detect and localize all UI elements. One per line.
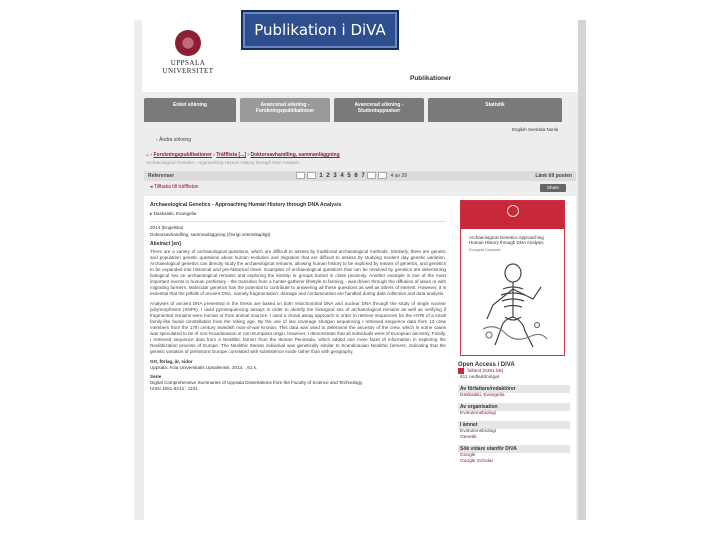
cover-author: Evangelia Daskalaki: [469, 248, 501, 252]
chevron-left-icon: ‹: [156, 137, 160, 143]
cover-title: Archaeological Genetics Approaching Human History through DNA Analysis: [469, 235, 544, 245]
record-link[interactable]: Länk till posten: [535, 173, 572, 179]
last-page-button[interactable]: [378, 172, 387, 179]
subject-heading: I ämnet: [458, 421, 570, 429]
record-type: Doktorsavhandling, sammanläggning (Övrigt vetenskapligt): [150, 232, 271, 237]
record-author: [150, 211, 446, 217]
organisation-link[interactable]: Evolutionsbiologi: [460, 411, 497, 417]
google-link[interactable]: Google: [460, 453, 476, 459]
pdf-icon: [458, 368, 464, 374]
slide-title: Publikation i DiVA: [241, 10, 399, 50]
home-icon[interactable]: ⌂: [146, 152, 150, 158]
search-outside-heading: Sök vidare utanför DiVA: [458, 445, 570, 453]
series-value: Digital Comprehensive Summaries of Uppsala Dissertations from the Faculty of Science and Technology,: [150, 380, 364, 385]
publisher-label: Ort, förlag, år, sidor: [150, 359, 193, 364]
record-year: 2014 (Engelska): [150, 225, 184, 230]
record-title: Archaeological Genetics - Approaching Human History through DNA Analysis: [150, 202, 342, 208]
browser-screenshot: [134, 20, 586, 520]
back-to-results-label: Tillbaka till träfflistan: [153, 184, 199, 190]
sidebar-author-link[interactable]: Daskalaki, Evangelia: [460, 393, 505, 399]
skeleton-illustration-icon: [475, 259, 553, 351]
subject-value: Evolutionsbiologi: [460, 429, 497, 435]
page-margin-strip: [578, 20, 586, 520]
chevron-left-icon: ◂: [150, 184, 154, 190]
language-links[interactable]: English Svenska Norsk: [512, 127, 559, 132]
page-heading: Publikationer: [410, 75, 452, 82]
author-link[interactable]: Daskalaki, Evangelia: [153, 211, 197, 216]
pager: [296, 172, 407, 179]
publisher-value: Uppsala: Acta Universitatis Upsaliensis, 2014. , 61 s.: [150, 365, 258, 370]
thesis-cover-image[interactable]: [460, 200, 565, 356]
google-scholar-link[interactable]: Google Scholar: [460, 459, 494, 465]
first-page-button[interactable]: [296, 172, 305, 179]
record-content: [144, 196, 576, 520]
tab-advanced-student[interactable]: Avancerad sökning - Studentuppsatser: [334, 98, 424, 122]
tab-simple-search[interactable]: Enkel sökning: [144, 98, 236, 122]
cover-header: [461, 201, 564, 229]
breadcrumb-current[interactable]: Doktorsavhandling, sammanläggning: [250, 152, 340, 158]
record-position: 4 av 29: [390, 172, 407, 179]
change-search-label: Ändra sökning: [159, 137, 192, 143]
abstract-paragraph-2: Analyses of ancient DNA presented in the thesis are based on both mitochondrial DNA and nuclear DNA through the study of single nuclear polymorphisms (SNPs). I used pyrosequencing assays in order to identify the biological sex of archaeological remains as well as verifying if fragmented remains were human or from animal sources. I used a clonal assay approach in order to retrieve sequences for the HVRI of a small family-like burial constellation from the Viking age. By the use of low coverage shotgun sequencing I retrieved sequence data from 13 crew members from the 17th century Swedish man-of-war Kronan. This data was used to determine the ancestry of the crew, which in some cases was speculated to be of non-Scandinavian or non-European origin. However, I demonstrate that all individuals were of European ancestry. Finally, I retrieved sequence data from a Neolithic farmer from the Iberian Peninsula, which added one more facet of information in exploring the Neolithization process of Europe. The Neolithic Iberian individual was genetically similar to Scandinavian Neolithic farmers, indicating that the genetic variation of prehistoric Europe correlated with subsistence mode rather than with geography.: [150, 301, 446, 354]
subject-link[interactable]: Genetik: [460, 435, 477, 441]
back-to-results-link[interactable]: [150, 184, 199, 190]
tab-advanced-research[interactable]: Avancerad sökning - Forskningspublikationer: [240, 98, 330, 122]
organisation-heading: Av organisation: [458, 403, 570, 411]
record-main-column: [150, 202, 446, 392]
series-label: Serie: [150, 374, 162, 379]
download-count: 611 nedladdningar: [460, 375, 500, 381]
open-access-heading: Open Access i DiVA: [458, 362, 515, 368]
breadcrumb-home[interactable]: Forskningspublikationer: [153, 152, 212, 158]
abstract-heading: Abstract [en]: [150, 241, 181, 247]
university-seal-icon[interactable]: [175, 30, 201, 56]
change-search-link[interactable]: [156, 137, 191, 143]
issn-value: ISSN 1651-6214 ; 1101: [150, 386, 198, 391]
next-page-button[interactable]: [367, 172, 376, 179]
authors-heading: Av författare/redaktörer: [458, 385, 570, 393]
pager-bar: [144, 171, 576, 181]
search-tabs: [144, 98, 576, 122]
divider: [150, 221, 446, 222]
breadcrumb-list[interactable]: Träfflista [...]: [216, 152, 247, 158]
breadcrumb: ⌂ › Forskningspublikationer › Träfflista [...] › Doktorsavhandling, sammanläggning Archaeological Genetics - Approaching Human History through DNA Analysis: [146, 152, 574, 165]
share-button[interactable]: Share: [540, 184, 566, 192]
record-sidebar: [458, 200, 570, 465]
person-icon: ▸: [150, 211, 154, 216]
breadcrumb-subtitle: Archaeological Genetics - Approaching Human History through DNA Analysis: [146, 160, 300, 165]
fulltext-label: fulltext (5351 kB): [467, 369, 504, 375]
university-name-line1: UPPSALA: [170, 59, 206, 67]
prev-page-button[interactable]: [307, 172, 316, 179]
page-numbers[interactable]: 1 2 3 4 5 6 7: [319, 172, 366, 179]
university-name: [158, 59, 218, 75]
tab-statistics[interactable]: Statistik: [428, 98, 562, 122]
references-label[interactable]: Referenser: [148, 173, 175, 179]
cover-seal-icon: [507, 205, 519, 217]
abstract-paragraph-1: There are a variety of archaeological questions, which are difficult to assess by traditional archaeological methods. Similarly, there are genetic and population genetic questions about human evolution and migration that are difficult to assess by studying modern day genetic variation. Archaeological genetics can directly study the archaeological remains, allowing human history to be explored by means of genetics, and genetics to be expanded into historical and pre-historical times. Examples of archaeological questions that can be resolved by genetics are determining biological sex on archaeological remains and exploring the kinship or groups buried in close proximity. Another example is one of the most important events in human prehistory - the transition from a hunter-gatherer lifestyle to farming - was driven through the diffusion of ideas or with migrating farmers. Molecular genetics has the potential to contribute to answering all these questions as well as others of interest. However, it is essential that the pitfalls of ancient DNA, namely fragmentation, damage and contamination are handled during data collection and data analysis.: [150, 249, 446, 296]
university-name-line2: UNIVERSITET: [162, 67, 214, 75]
